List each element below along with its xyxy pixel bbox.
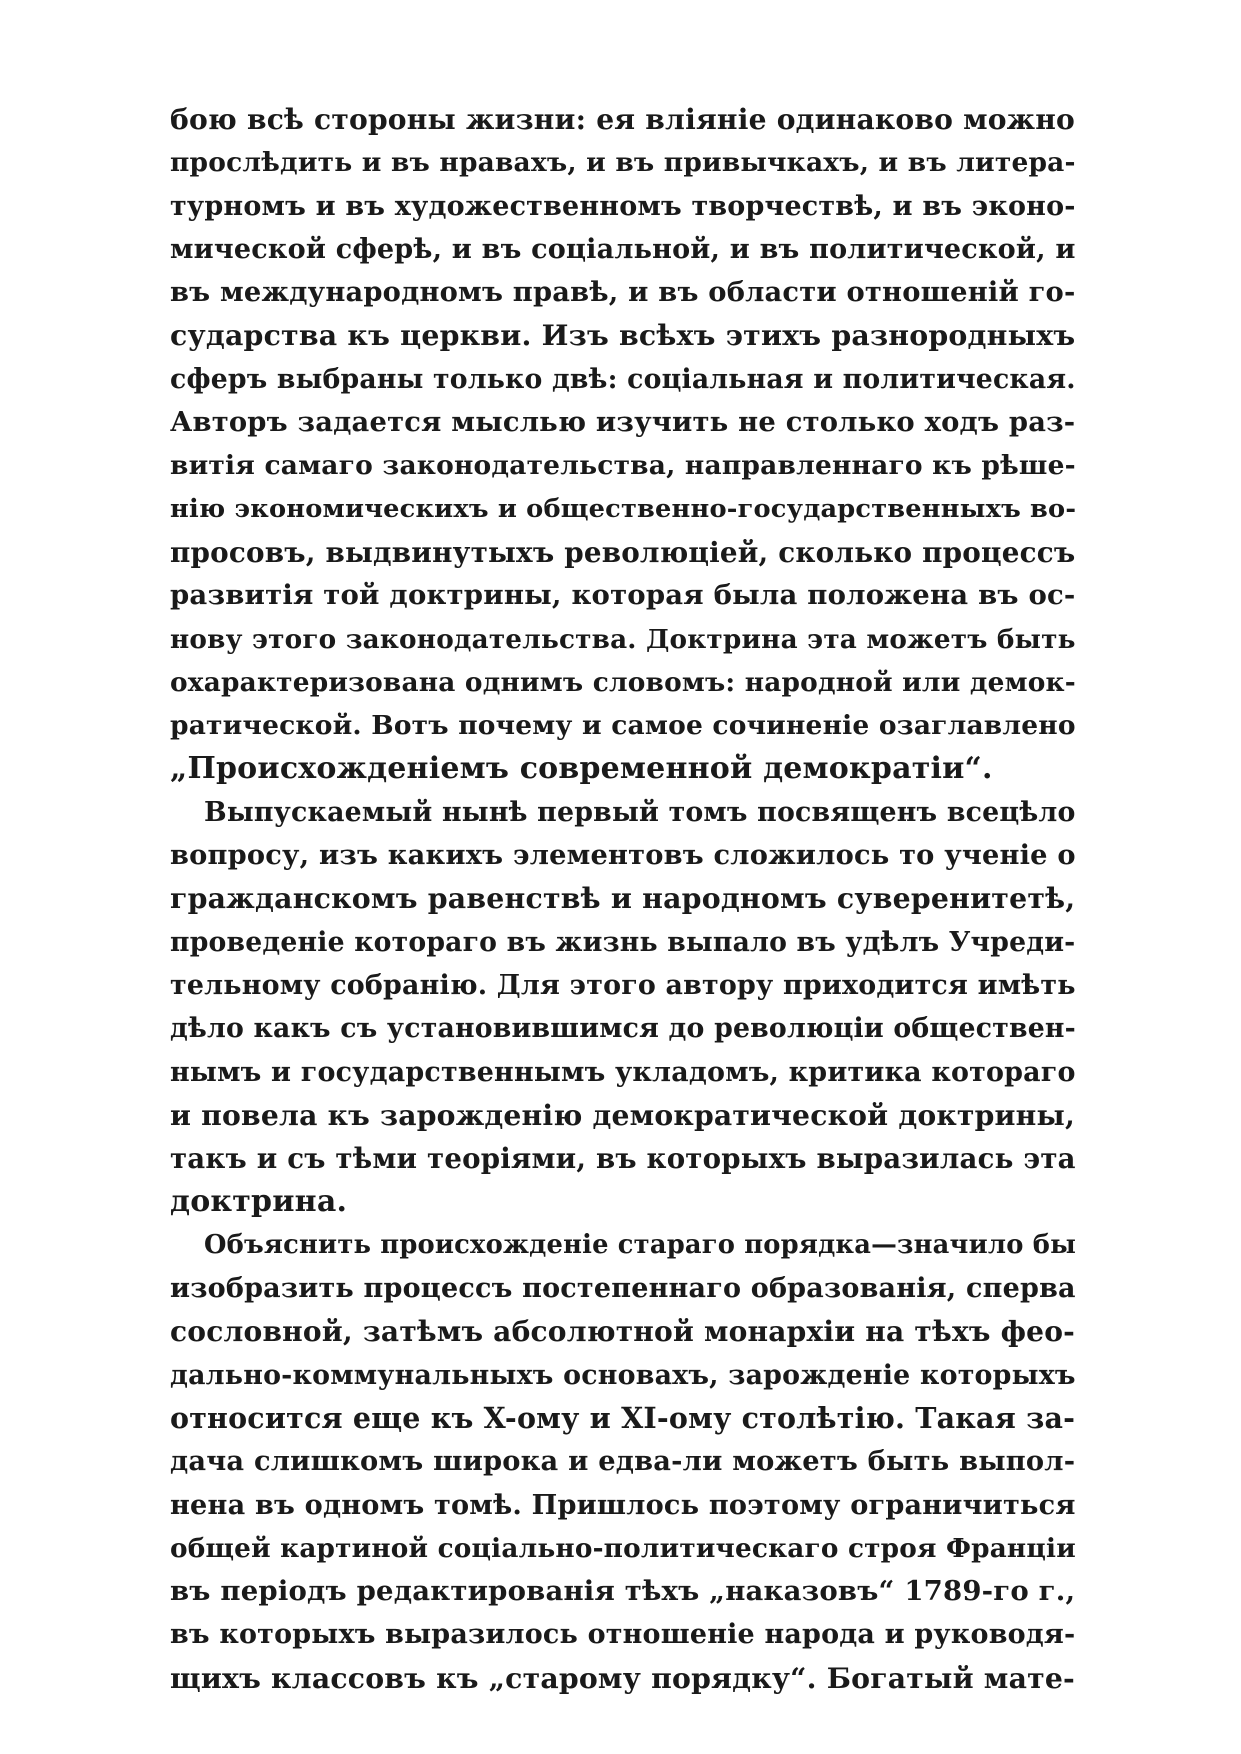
text-line: охарактеризована однимъ словомъ: народной или демок-	[170, 666, 1076, 698]
text-line: общей картиной соціально-политическаго строя Франціи	[170, 1532, 1076, 1564]
text-line: прослѣдить и въ нравахъ, и въ привычкахъ, и въ литера-	[170, 147, 1076, 179]
text-line: турномъ и въ художественномъ творчествѣ, и въ эконо-	[170, 190, 1076, 222]
text-line: такъ и съ тѣми теоріями, въ которыхъ выразилась эта	[170, 1142, 1076, 1176]
text-line: дѣло какъ съ установившимся до революціи обществен-	[170, 1013, 1076, 1045]
text-line: въ періодъ редактированія тѣхъ „наказовъ“ 1789-го г.,	[170, 1575, 1076, 1608]
paragraph	[170, 98, 1075, 791]
text-line: вопросу, изъ какихъ элементовъ сложилось то ученіе о	[170, 839, 1076, 872]
text-line: и повела къ зарожденію демократической доктрины,	[170, 1097, 1076, 1132]
text-line: тельному собранію. Для этого автору приходится имѣть	[170, 969, 1076, 1001]
paragraph	[170, 791, 1075, 1224]
text-line: бою всѣ стороны жизни: ея вліяніе одинаково можно	[170, 103, 1075, 136]
text-line: дача слишкомъ широка и едва-ли можетъ быть выпол-	[170, 1445, 1076, 1478]
text-line: въ международномъ правѣ, и въ области отношеній го-	[170, 276, 1076, 309]
text-line: развитія той доктрины, которая была положена въ ос-	[170, 579, 1076, 612]
text-line: просовъ, выдвинутыхъ революціей, сколько процессъ	[170, 535, 1076, 569]
text-line: нена въ одномъ томѣ. Пришлось поэтому ограничиться	[170, 1489, 1076, 1521]
text-line: относится еще къ X-ому и XI-ому столѣтію. Такая за-	[170, 1400, 1076, 1435]
text-line: гражданскомъ равенствѣ и народномъ суверенитетѣ,	[170, 881, 1076, 916]
text-line: витія самаго законодательства, направленнаго къ рѣше-	[170, 450, 1076, 482]
text-line: Авторъ задается мыслью изучить не столько ходъ раз-	[170, 406, 1076, 439]
text-line: нію экономическихъ и общественно-государственныхъ во-	[170, 493, 1077, 524]
text-line: нову этого законодательства. Доктрина эта можетъ быть	[170, 623, 1076, 655]
text-line: щихъ классовъ къ „старому порядку“. Богатый мате-	[170, 1660, 1076, 1695]
body-text	[170, 98, 1075, 1700]
text-line: въ которыхъ выразилось отношеніе народа и руководя-	[170, 1619, 1076, 1651]
text-line: ратической. Вотъ почему и самое сочиненіе озаглавлено	[170, 710, 1076, 742]
text-line: сферъ выбраны только двѣ: соціальная и политическая.	[170, 363, 1076, 395]
text-line: мической сферѣ, и въ соціальной, и въ политической, и	[170, 233, 1076, 265]
text-line: дально-коммунальныхъ основахъ, зарожденіе которыхъ	[170, 1359, 1076, 1391]
text-line: доктрина.	[170, 1184, 348, 1220]
text-line: Объяснить происхожденіе стараго порядка—значило бы	[204, 1229, 1077, 1260]
text-line: Выпускаемый нынѣ первый томъ посвященъ всецѣло	[204, 796, 1076, 828]
text-line: сословной, затѣмъ абсолютной монархіи на тѣхъ фео-	[170, 1315, 1075, 1349]
text-line: сударства къ церкви. Изъ всѣхъ этихъ разнородныхъ	[170, 318, 1076, 353]
text-line: изобразить процессъ постепеннаго образованія, сперва	[170, 1273, 1076, 1305]
paragraph	[170, 1224, 1075, 1700]
text-line: „Происхожденіемъ современной демократіи“.	[170, 751, 993, 787]
text-line: нымъ и государственнымъ укладомъ, критика котораго	[170, 1056, 1076, 1088]
text-line: проведеніе котораго въ жизнь выпало въ удѣлъ Учреди-	[170, 926, 1076, 958]
